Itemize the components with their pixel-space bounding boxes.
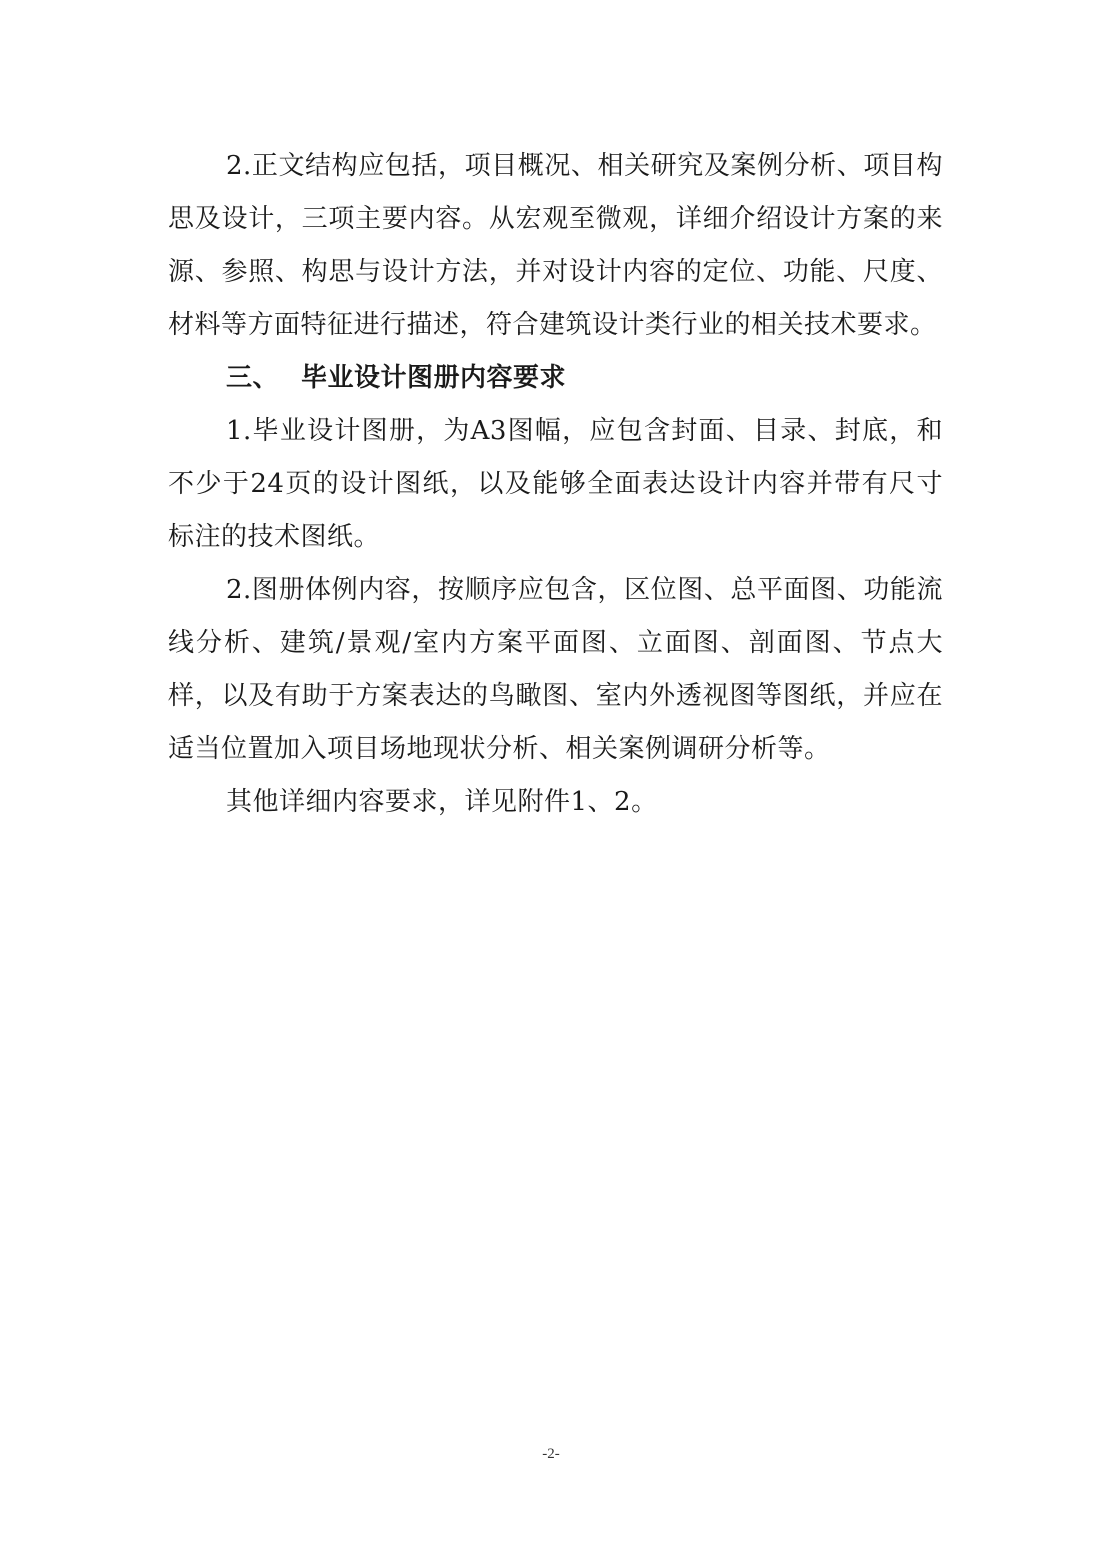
paragraph-main-text-structure: 2.正文结构应包括，项目概况、相关研究及案例分析、项目构思及设计，三项主要内容。从宏观至微观，详细介绍设计方案的来源、参照、构思与设计方法，并对设计内容的定位、功能、尺度、材料等方面特征进行描述，符合建筑设计类行业的相关技术要求。: [168, 151, 943, 340]
paragraph-album-contents: 2.图册体例内容，按顺序应包含，区位图、总平面图、功能流线分析、建筑/景观/室内方案平面图、立面图、剖面图、节点大样，以及有助于方案表达的鸟瞰图、室内外透视图等图纸，并应在适当位置加入项目场地现状分析、相关案例调研分析等。: [168, 575, 943, 764]
paragraph-album-format: 1.毕业设计图册，为A3图幅，应包含封面、目录、封底，和不少于24页的设计图纸，以及能够全面表达设计内容并带有尺寸标注的技术图纸。: [168, 416, 943, 552]
section-heading-number: 三、: [226, 363, 280, 393]
section-heading-title: 毕业设计图册内容要求: [301, 363, 567, 393]
paragraph-other-requirements: 其他详细内容要求，详见附件1、2。: [226, 787, 658, 817]
document-body: [168, 140, 943, 829]
section-heading: [168, 352, 943, 405]
page-number: -2-: [542, 1446, 560, 1462]
